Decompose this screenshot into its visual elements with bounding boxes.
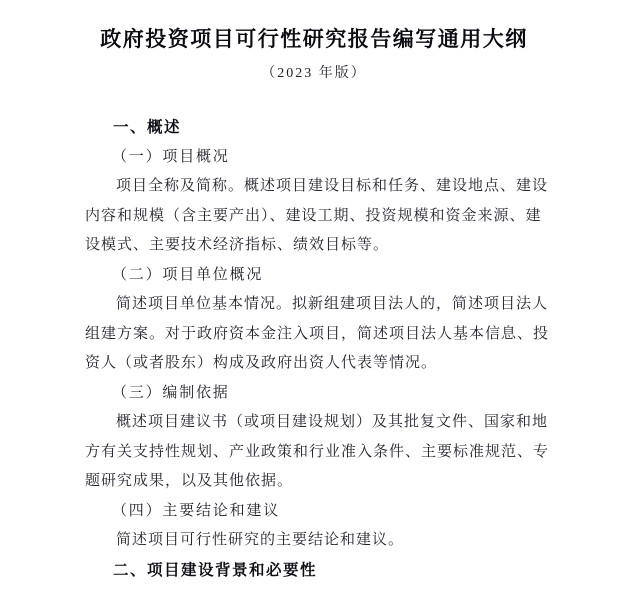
document-body	[85, 113, 555, 585]
document-subtitle: （2023 年版）	[261, 66, 367, 81]
document-title: 政府投资项目可行性研究报告编写通用大纲	[100, 27, 528, 51]
paragraph-line: 题研究成果，以及其他依据。	[85, 473, 294, 489]
paragraph-line: 方有关支持性规划、产业政策和行业准入条件、主要标准规范、专	[85, 443, 550, 460]
paragraph-line: 内容和规模（含主要产出）、建设工期、投资规模和资金来源、建	[85, 207, 542, 224]
subsection-heading: （二）项目单位概况	[112, 266, 264, 283]
paragraph-line: 资人（或者股东）构成及政府出资人代表等情况。	[85, 355, 438, 371]
paragraph-line: 组建方案。对于政府资本金注入项目，简述项目法人基本信息、投	[85, 325, 550, 342]
section-heading: 一、概述	[113, 119, 182, 136]
paragraph-line: 简述项目单位基本情况。拟新组建项目法人的，简述项目法人	[116, 296, 549, 312]
paragraph-line: 设模式、主要技术经济指标、绩效目标等。	[85, 237, 390, 253]
subsection-heading: （一）项目概况	[112, 148, 230, 165]
paragraph-line: 简述项目可行性研究的主要结论和建议。	[116, 532, 405, 548]
paragraph-line: 概述项目建议书（或项目建设规划）及其批复文件、国家和地	[116, 414, 549, 430]
subsection-heading: （三）编制依据	[112, 384, 230, 401]
subsection-heading: （四）主要结论和建议	[112, 502, 281, 519]
paragraph-line: 项目全称及简称。概述项目建设目标和任务、建设地点、建设	[116, 178, 549, 194]
section-heading: 二、项目建设背景和必要性	[113, 561, 318, 579]
